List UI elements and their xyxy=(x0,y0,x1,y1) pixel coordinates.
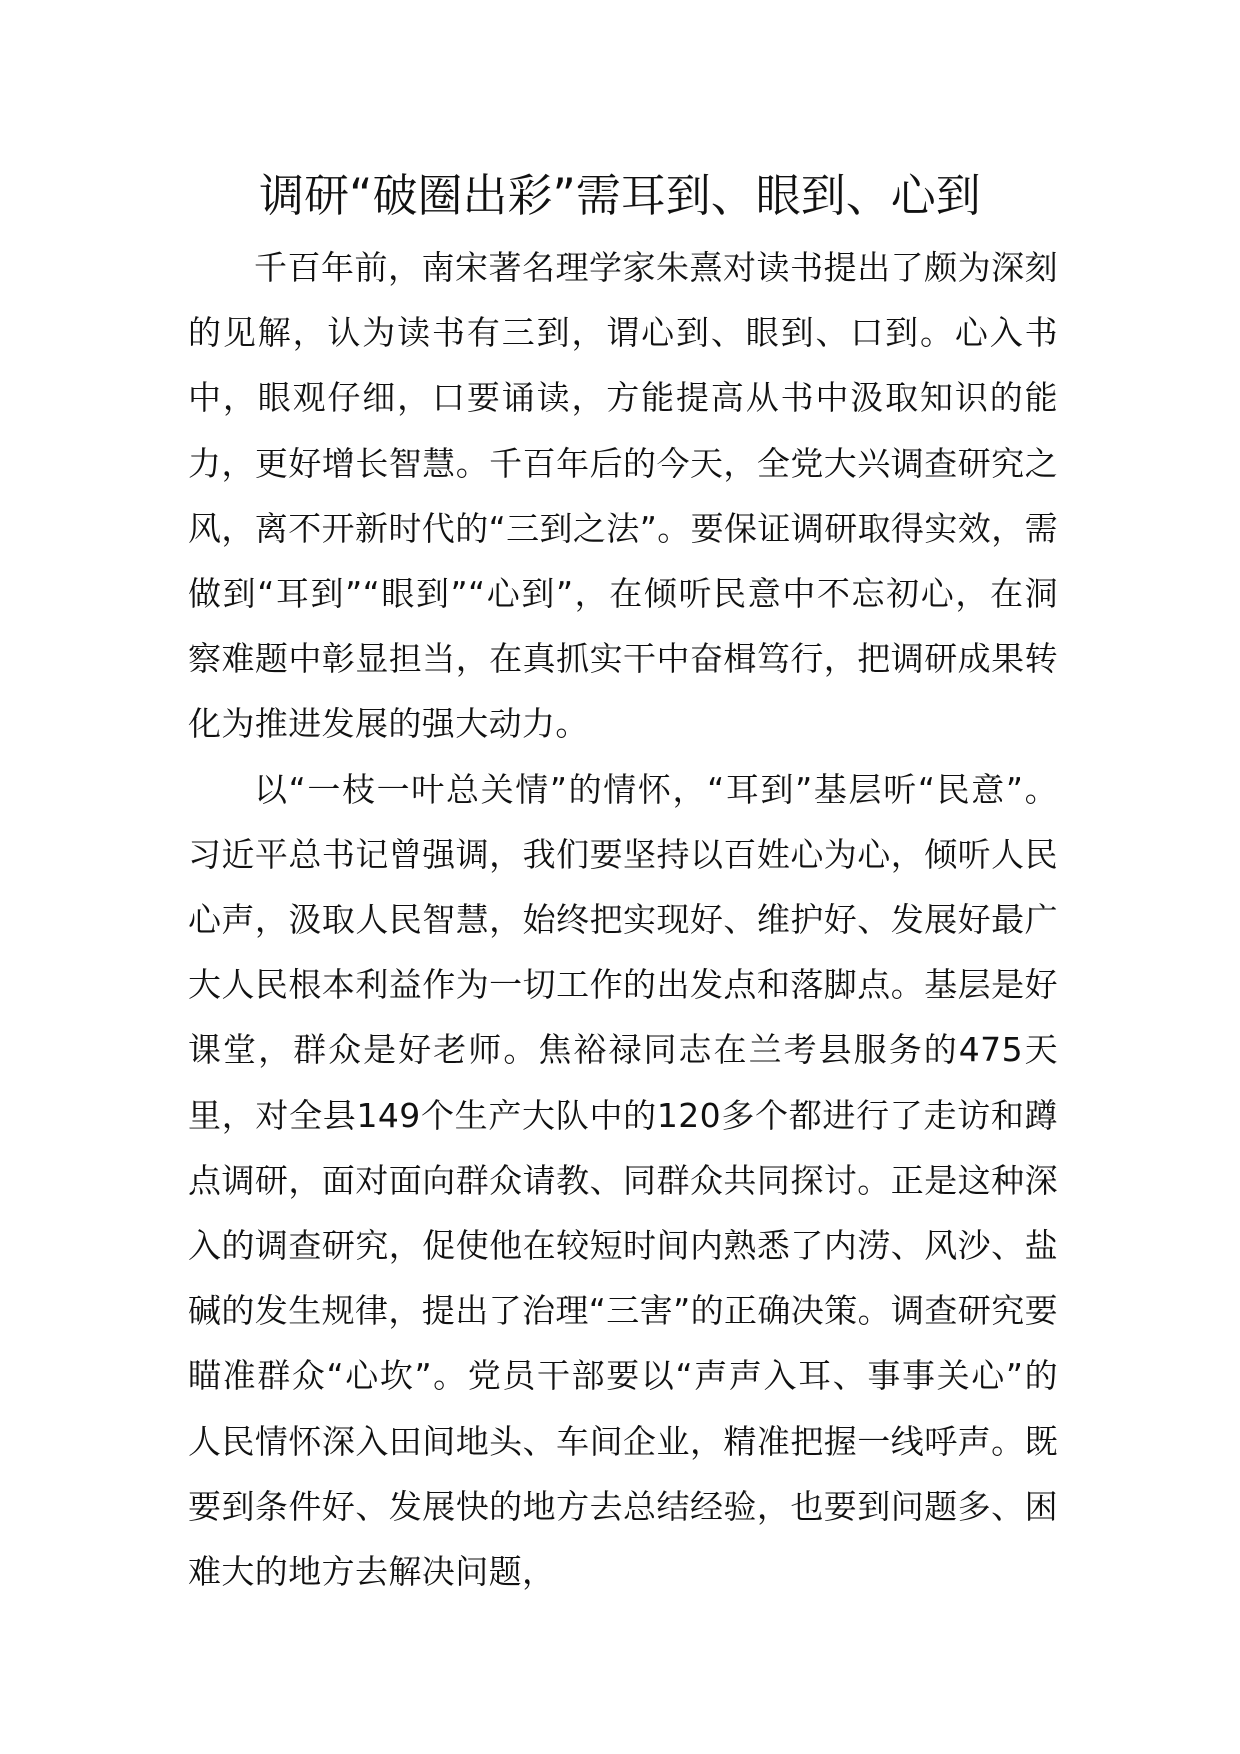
document-title: 调研“破圈出彩”需耳到、眼到、心到 xyxy=(259,169,981,222)
article-body xyxy=(188,235,1058,1604)
paragraph-1: 千百年前，南宋著名理学家朱熹对读书提出了颇为深刻的见解，认为读书有三到，谓心到、眼到、口到。心入书中，眼观仔细，口要诵读，方能提高从书中汲取知识的能力，更好增长智慧。千百年后的今天，全党大兴调查研究之风，离不开新时代的“三到之法”。要保证调研取得实效，需做到“耳到”“眼到”“心到”，在倾听民意中不忘初心，在洞察难题中彰显担当，在真抓实干中奋楫笃行，把调研成果转化为推进发展的强大动力。 xyxy=(188,248,1058,744)
paragraph-2: 以“一枝一叶总关情”的情怀，“耳到”基层听“民意”。习近平总书记曾强调，我们要坚持以百姓心为心，倾听人民心声，汲取人民智慧，始终把实现好、维护好、发展好最广大人民根本利益作为一切工作的出发点和落脚点。基层是好课堂，群众是好老师。焦裕禄同志在兰考县服务的475天里，对全县149个生产大队中的120多个都进行了走访和蹲点调研，面对面向群众请教、同群众共同探讨。正是这种深入的调查研究，促使他在较短时间内熟悉了内涝、风沙、盐碱的发生规律，提出了治理“三害”的正确决策。调查研究要瞄准群众“心坎”。党员干部要以“声声入耳、事事关心”的人民情怀深入田间地头、车间企业，精准把握一线呼声。既要到条件好、发展快的地方去总结经验，也要到问题多、困难大的地方去解决问题， xyxy=(188,769,1058,1592)
